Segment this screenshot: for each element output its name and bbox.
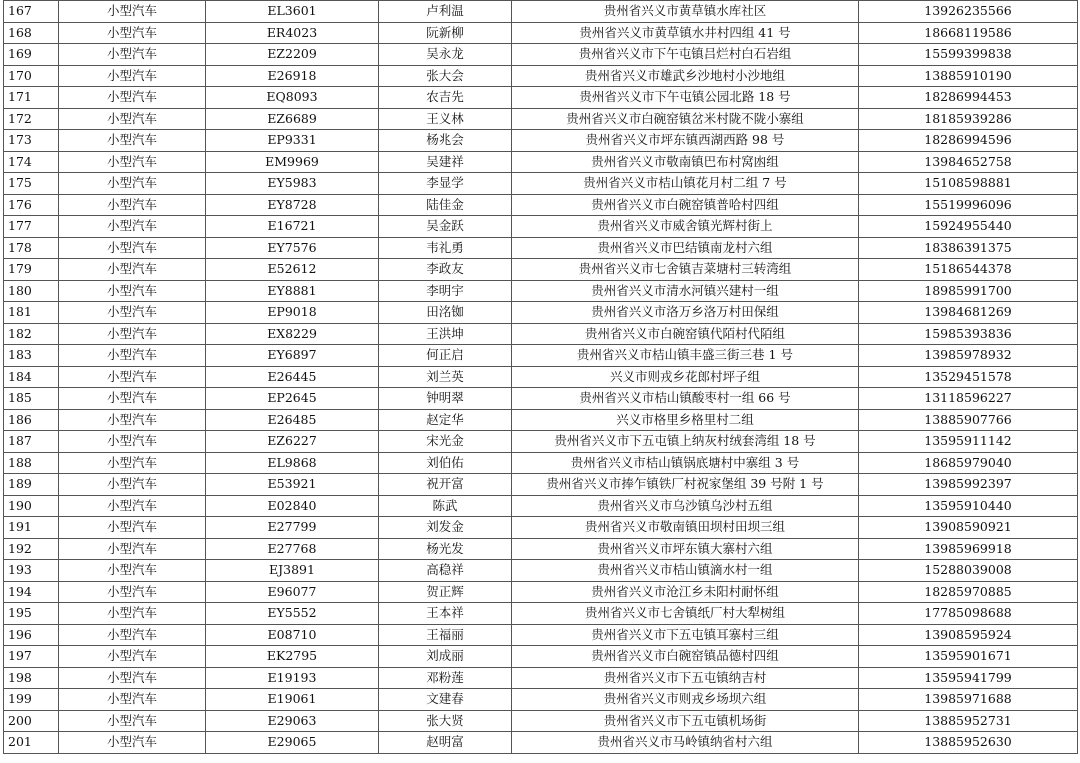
vehicle-type-cell: 小型汽车 <box>59 732 206 754</box>
address-cell: 贵州省兴义市黄草镇水井村四组 41 号 <box>512 22 859 44</box>
owner-name-cell: 农吉先 <box>379 87 512 109</box>
address-cell: 贵州省兴义市坪东镇大寨村六组 <box>512 538 859 560</box>
vehicle-type-cell: 小型汽车 <box>59 173 206 195</box>
vehicle-type-cell: 小型汽车 <box>59 130 206 152</box>
plate-number-cell: E29063 <box>206 710 379 732</box>
table-row <box>4 732 1078 754</box>
table-row <box>4 108 1078 130</box>
vehicle-type-cell: 小型汽车 <box>59 280 206 302</box>
row-number-cell: 174 <box>4 151 59 173</box>
owner-name-cell: 吴建祥 <box>379 151 512 173</box>
plate-number-cell: EY7576 <box>206 237 379 259</box>
phone-cell: 18685979040 <box>859 452 1078 474</box>
address-cell: 贵州省兴义市下午屯镇公园北路 18 号 <box>512 87 859 109</box>
phone-cell: 15288039008 <box>859 560 1078 582</box>
vehicle-type-cell: 小型汽车 <box>59 689 206 711</box>
plate-number-cell: E52612 <box>206 259 379 281</box>
phone-cell: 13926235566 <box>859 1 1078 23</box>
table-row <box>4 624 1078 646</box>
row-number-cell: 178 <box>4 237 59 259</box>
row-number-cell: 173 <box>4 130 59 152</box>
table-row <box>4 474 1078 496</box>
address-cell: 贵州省兴义市白碗窑镇普哈村四组 <box>512 194 859 216</box>
phone-cell: 13885910190 <box>859 65 1078 87</box>
vehicle-type-cell: 小型汽车 <box>59 345 206 367</box>
address-cell: 贵州省兴义市威舍镇光辉村街上 <box>512 216 859 238</box>
row-number-cell: 171 <box>4 87 59 109</box>
owner-name-cell: 阮新柳 <box>379 22 512 44</box>
vehicle-type-cell: 小型汽车 <box>59 409 206 431</box>
owner-name-cell: 刘成丽 <box>379 646 512 668</box>
row-number-cell: 175 <box>4 173 59 195</box>
plate-number-cell: E19193 <box>206 667 379 689</box>
plate-number-cell: E16721 <box>206 216 379 238</box>
owner-name-cell: 杨兆会 <box>379 130 512 152</box>
vehicle-type-cell: 小型汽车 <box>59 323 206 345</box>
vehicle-type-cell: 小型汽车 <box>59 65 206 87</box>
owner-name-cell: 张大贤 <box>379 710 512 732</box>
vehicle-type-cell: 小型汽车 <box>59 388 206 410</box>
vehicle-type-cell: 小型汽车 <box>59 624 206 646</box>
address-cell: 贵州省兴义市捧乍镇铁厂村祝家堡组 39 号附 1 号 <box>512 474 859 496</box>
row-number-cell: 167 <box>4 1 59 23</box>
row-number-cell: 170 <box>4 65 59 87</box>
row-number-cell: 176 <box>4 194 59 216</box>
table-row <box>4 667 1078 689</box>
table-row <box>4 581 1078 603</box>
table-row <box>4 65 1078 87</box>
vehicle-type-cell: 小型汽车 <box>59 431 206 453</box>
address-cell: 贵州省兴义市七舍镇纸厂村大犁树组 <box>512 603 859 625</box>
table-row <box>4 22 1078 44</box>
phone-cell: 13595901671 <box>859 646 1078 668</box>
address-cell: 贵州省兴义市下五屯镇机场街 <box>512 710 859 732</box>
phone-cell: 13885952630 <box>859 732 1078 754</box>
row-number-cell: 186 <box>4 409 59 431</box>
phone-cell: 13985978932 <box>859 345 1078 367</box>
phone-cell: 13885952731 <box>859 710 1078 732</box>
row-number-cell: 194 <box>4 581 59 603</box>
table-row <box>4 87 1078 109</box>
address-cell: 贵州省兴义市七舍镇吉菜塘村三转湾组 <box>512 259 859 281</box>
table-row <box>4 517 1078 539</box>
row-number-cell: 197 <box>4 646 59 668</box>
address-cell: 贵州省兴义市下午屯镇吕烂村白石岩组 <box>512 44 859 66</box>
table-row <box>4 603 1078 625</box>
plate-number-cell: E53921 <box>206 474 379 496</box>
phone-cell: 13985969918 <box>859 538 1078 560</box>
table-row <box>4 345 1078 367</box>
row-number-cell: 190 <box>4 495 59 517</box>
row-number-cell: 199 <box>4 689 59 711</box>
plate-number-cell: EJ3891 <box>206 560 379 582</box>
phone-cell: 13595941799 <box>859 667 1078 689</box>
table-body <box>4 1 1078 754</box>
phone-cell: 18985991700 <box>859 280 1078 302</box>
owner-name-cell: 韦礼勇 <box>379 237 512 259</box>
table-row <box>4 560 1078 582</box>
phone-cell: 13984681269 <box>859 302 1078 324</box>
phone-cell: 13908595924 <box>859 624 1078 646</box>
address-cell: 贵州省兴义市桔山镇花月村二组 7 号 <box>512 173 859 195</box>
plate-number-cell: E27768 <box>206 538 379 560</box>
plate-number-cell: EY8728 <box>206 194 379 216</box>
row-number-cell: 193 <box>4 560 59 582</box>
vehicle-type-cell: 小型汽车 <box>59 194 206 216</box>
owner-name-cell: 何正启 <box>379 345 512 367</box>
row-number-cell: 184 <box>4 366 59 388</box>
vehicle-type-cell: 小型汽车 <box>59 646 206 668</box>
plate-number-cell: EY6897 <box>206 345 379 367</box>
address-cell: 贵州省兴义市洛万乡洛万村田保组 <box>512 302 859 324</box>
row-number-cell: 200 <box>4 710 59 732</box>
plate-number-cell: EL3601 <box>206 1 379 23</box>
vehicle-type-cell: 小型汽车 <box>59 581 206 603</box>
owner-name-cell: 钟明翠 <box>379 388 512 410</box>
address-cell: 贵州省兴义市白碗窑镇岔米村陇不陇小寨组 <box>512 108 859 130</box>
table-row <box>4 452 1078 474</box>
owner-name-cell: 祝开富 <box>379 474 512 496</box>
owner-name-cell: 王义林 <box>379 108 512 130</box>
owner-name-cell: 邓粉莲 <box>379 667 512 689</box>
plate-number-cell: E26485 <box>206 409 379 431</box>
vehicle-type-cell: 小型汽车 <box>59 366 206 388</box>
phone-cell: 13985992397 <box>859 474 1078 496</box>
vehicle-type-cell: 小型汽车 <box>59 474 206 496</box>
row-number-cell: 196 <box>4 624 59 646</box>
address-cell: 贵州省兴义市马岭镇纳省村六组 <box>512 732 859 754</box>
plate-number-cell: EZ6689 <box>206 108 379 130</box>
row-number-cell: 191 <box>4 517 59 539</box>
vehicle-type-cell: 小型汽车 <box>59 603 206 625</box>
table-row <box>4 646 1078 668</box>
plate-number-cell: E26445 <box>206 366 379 388</box>
table-row <box>4 259 1078 281</box>
owner-name-cell: 贺正辉 <box>379 581 512 603</box>
phone-cell: 18286994453 <box>859 87 1078 109</box>
owner-name-cell: 刘兰英 <box>379 366 512 388</box>
address-cell: 兴义市格里乡格里村二组 <box>512 409 859 431</box>
address-cell: 贵州省兴义市黄草镇水库社区 <box>512 1 859 23</box>
row-number-cell: 169 <box>4 44 59 66</box>
phone-cell: 13885907766 <box>859 409 1078 431</box>
table-row <box>4 689 1078 711</box>
owner-name-cell: 李政友 <box>379 259 512 281</box>
table-row <box>4 323 1078 345</box>
plate-number-cell: EK2795 <box>206 646 379 668</box>
row-number-cell: 168 <box>4 22 59 44</box>
table-row <box>4 409 1078 431</box>
owner-name-cell: 卢利温 <box>379 1 512 23</box>
plate-number-cell: EZ2209 <box>206 44 379 66</box>
phone-cell: 15519996096 <box>859 194 1078 216</box>
address-cell: 贵州省兴义市敬南镇巴布村窝凼组 <box>512 151 859 173</box>
vehicle-type-cell: 小型汽车 <box>59 1 206 23</box>
phone-cell: 13595910440 <box>859 495 1078 517</box>
plate-number-cell: EM9969 <box>206 151 379 173</box>
address-cell: 贵州省兴义市则戎乡场坝六组 <box>512 689 859 711</box>
owner-name-cell: 宋光金 <box>379 431 512 453</box>
phone-cell: 18285970885 <box>859 581 1078 603</box>
owner-name-cell: 陈武 <box>379 495 512 517</box>
vehicle-type-cell: 小型汽车 <box>59 302 206 324</box>
row-number-cell: 187 <box>4 431 59 453</box>
row-number-cell: 181 <box>4 302 59 324</box>
owner-name-cell: 王本祥 <box>379 603 512 625</box>
plate-number-cell: E08710 <box>206 624 379 646</box>
table-row <box>4 44 1078 66</box>
plate-number-cell: EY5552 <box>206 603 379 625</box>
table-row <box>4 173 1078 195</box>
plate-number-cell: EP2645 <box>206 388 379 410</box>
plate-number-cell: EQ8093 <box>206 87 379 109</box>
plate-number-cell: E02840 <box>206 495 379 517</box>
phone-cell: 15924955440 <box>859 216 1078 238</box>
owner-name-cell: 刘发金 <box>379 517 512 539</box>
address-cell: 贵州省兴义市桔山镇锅底塘村中寨组 3 号 <box>512 452 859 474</box>
phone-cell: 18386391375 <box>859 237 1078 259</box>
address-cell: 贵州省兴义市白碗窑镇品德村四组 <box>512 646 859 668</box>
address-cell: 贵州省兴义市白碗窑镇代陌村代陌组 <box>512 323 859 345</box>
row-number-cell: 201 <box>4 732 59 754</box>
vehicle-type-cell: 小型汽车 <box>59 22 206 44</box>
vehicle-type-cell: 小型汽车 <box>59 87 206 109</box>
address-cell: 贵州省兴义市沧江乡未阳村耐怀组 <box>512 581 859 603</box>
owner-name-cell: 刘伯佑 <box>379 452 512 474</box>
phone-cell: 13529451578 <box>859 366 1078 388</box>
address-cell: 贵州省兴义市下五屯镇纳吉村 <box>512 667 859 689</box>
vehicle-owner-table <box>3 0 1078 754</box>
phone-cell: 18668119586 <box>859 22 1078 44</box>
vehicle-type-cell: 小型汽车 <box>59 216 206 238</box>
table-row <box>4 151 1078 173</box>
address-cell: 贵州省兴义市桔山镇丰盛三街三巷 1 号 <box>512 345 859 367</box>
plate-number-cell: EP9331 <box>206 130 379 152</box>
table-row <box>4 237 1078 259</box>
phone-cell: 15186544378 <box>859 259 1078 281</box>
vehicle-type-cell: 小型汽车 <box>59 44 206 66</box>
table-row <box>4 194 1078 216</box>
plate-number-cell: E27799 <box>206 517 379 539</box>
row-number-cell: 172 <box>4 108 59 130</box>
plate-number-cell: E29065 <box>206 732 379 754</box>
phone-cell: 13985971688 <box>859 689 1078 711</box>
table-row <box>4 710 1078 732</box>
plate-number-cell: EY8881 <box>206 280 379 302</box>
phone-cell: 17785098688 <box>859 603 1078 625</box>
row-number-cell: 177 <box>4 216 59 238</box>
table-row <box>4 495 1078 517</box>
vehicle-type-cell: 小型汽车 <box>59 108 206 130</box>
vehicle-type-cell: 小型汽车 <box>59 517 206 539</box>
address-cell: 贵州省兴义市雄武乡沙地村小沙地组 <box>512 65 859 87</box>
address-cell: 贵州省兴义市下五屯镇耳寨村三组 <box>512 624 859 646</box>
phone-cell: 13908590921 <box>859 517 1078 539</box>
vehicle-type-cell: 小型汽车 <box>59 710 206 732</box>
owner-name-cell: 张大会 <box>379 65 512 87</box>
table-row <box>4 216 1078 238</box>
table-row <box>4 431 1078 453</box>
vehicle-type-cell: 小型汽车 <box>59 259 206 281</box>
owner-name-cell: 李显学 <box>379 173 512 195</box>
owner-name-cell: 杨光发 <box>379 538 512 560</box>
row-number-cell: 195 <box>4 603 59 625</box>
row-number-cell: 188 <box>4 452 59 474</box>
phone-cell: 15599399838 <box>859 44 1078 66</box>
plate-number-cell: E26918 <box>206 65 379 87</box>
owner-name-cell: 文建春 <box>379 689 512 711</box>
owner-name-cell: 吴永龙 <box>379 44 512 66</box>
owner-name-cell: 赵明富 <box>379 732 512 754</box>
plate-number-cell: EP9018 <box>206 302 379 324</box>
row-number-cell: 182 <box>4 323 59 345</box>
row-number-cell: 180 <box>4 280 59 302</box>
plate-number-cell: EL9868 <box>206 452 379 474</box>
vehicle-type-cell: 小型汽车 <box>59 452 206 474</box>
owner-name-cell: 王福丽 <box>379 624 512 646</box>
owner-name-cell: 王洪坤 <box>379 323 512 345</box>
phone-cell: 13984652758 <box>859 151 1078 173</box>
table-row <box>4 388 1078 410</box>
table-row <box>4 1 1078 23</box>
table-row <box>4 280 1078 302</box>
address-cell: 贵州省兴义市敬南镇田坝村田坝三组 <box>512 517 859 539</box>
plate-number-cell: EZ6227 <box>206 431 379 453</box>
plate-number-cell: EX8229 <box>206 323 379 345</box>
row-number-cell: 198 <box>4 667 59 689</box>
phone-cell: 13118596227 <box>859 388 1078 410</box>
row-number-cell: 183 <box>4 345 59 367</box>
address-cell: 兴义市则戎乡花郎村坪子组 <box>512 366 859 388</box>
address-cell: 贵州省兴义市清水河镇兴建村一组 <box>512 280 859 302</box>
owner-name-cell: 李明宇 <box>379 280 512 302</box>
address-cell: 贵州省兴义市桔山镇酸枣村一组 66 号 <box>512 388 859 410</box>
address-cell: 贵州省兴义市乌沙镇乌沙村五组 <box>512 495 859 517</box>
table-row <box>4 302 1078 324</box>
plate-number-cell: ER4023 <box>206 22 379 44</box>
vehicle-type-cell: 小型汽车 <box>59 667 206 689</box>
phone-cell: 15108598881 <box>859 173 1078 195</box>
table-row <box>4 538 1078 560</box>
owner-name-cell: 陆佳金 <box>379 194 512 216</box>
plate-number-cell: E19061 <box>206 689 379 711</box>
owner-name-cell: 吴金跃 <box>379 216 512 238</box>
vehicle-type-cell: 小型汽车 <box>59 151 206 173</box>
table-row <box>4 366 1078 388</box>
owner-name-cell: 赵定华 <box>379 409 512 431</box>
vehicle-type-cell: 小型汽车 <box>59 495 206 517</box>
vehicle-type-cell: 小型汽车 <box>59 237 206 259</box>
phone-cell: 15985393836 <box>859 323 1078 345</box>
address-cell: 贵州省兴义市坪东镇西湖西路 98 号 <box>512 130 859 152</box>
plate-number-cell: E96077 <box>206 581 379 603</box>
plate-number-cell: EY5983 <box>206 173 379 195</box>
vehicle-type-cell: 小型汽车 <box>59 560 206 582</box>
table-row <box>4 130 1078 152</box>
owner-name-cell: 田洺铷 <box>379 302 512 324</box>
row-number-cell: 179 <box>4 259 59 281</box>
row-number-cell: 189 <box>4 474 59 496</box>
address-cell: 贵州省兴义市下五屯镇上纳灰村绒套湾组 18 号 <box>512 431 859 453</box>
address-cell: 贵州省兴义市巴结镇南龙村六组 <box>512 237 859 259</box>
row-number-cell: 192 <box>4 538 59 560</box>
address-cell: 贵州省兴义市桔山镇滴水村一组 <box>512 560 859 582</box>
vehicle-type-cell: 小型汽车 <box>59 538 206 560</box>
phone-cell: 18286994596 <box>859 130 1078 152</box>
row-number-cell: 185 <box>4 388 59 410</box>
phone-cell: 13595911142 <box>859 431 1078 453</box>
phone-cell: 18185939286 <box>859 108 1078 130</box>
owner-name-cell: 高稳祥 <box>379 560 512 582</box>
